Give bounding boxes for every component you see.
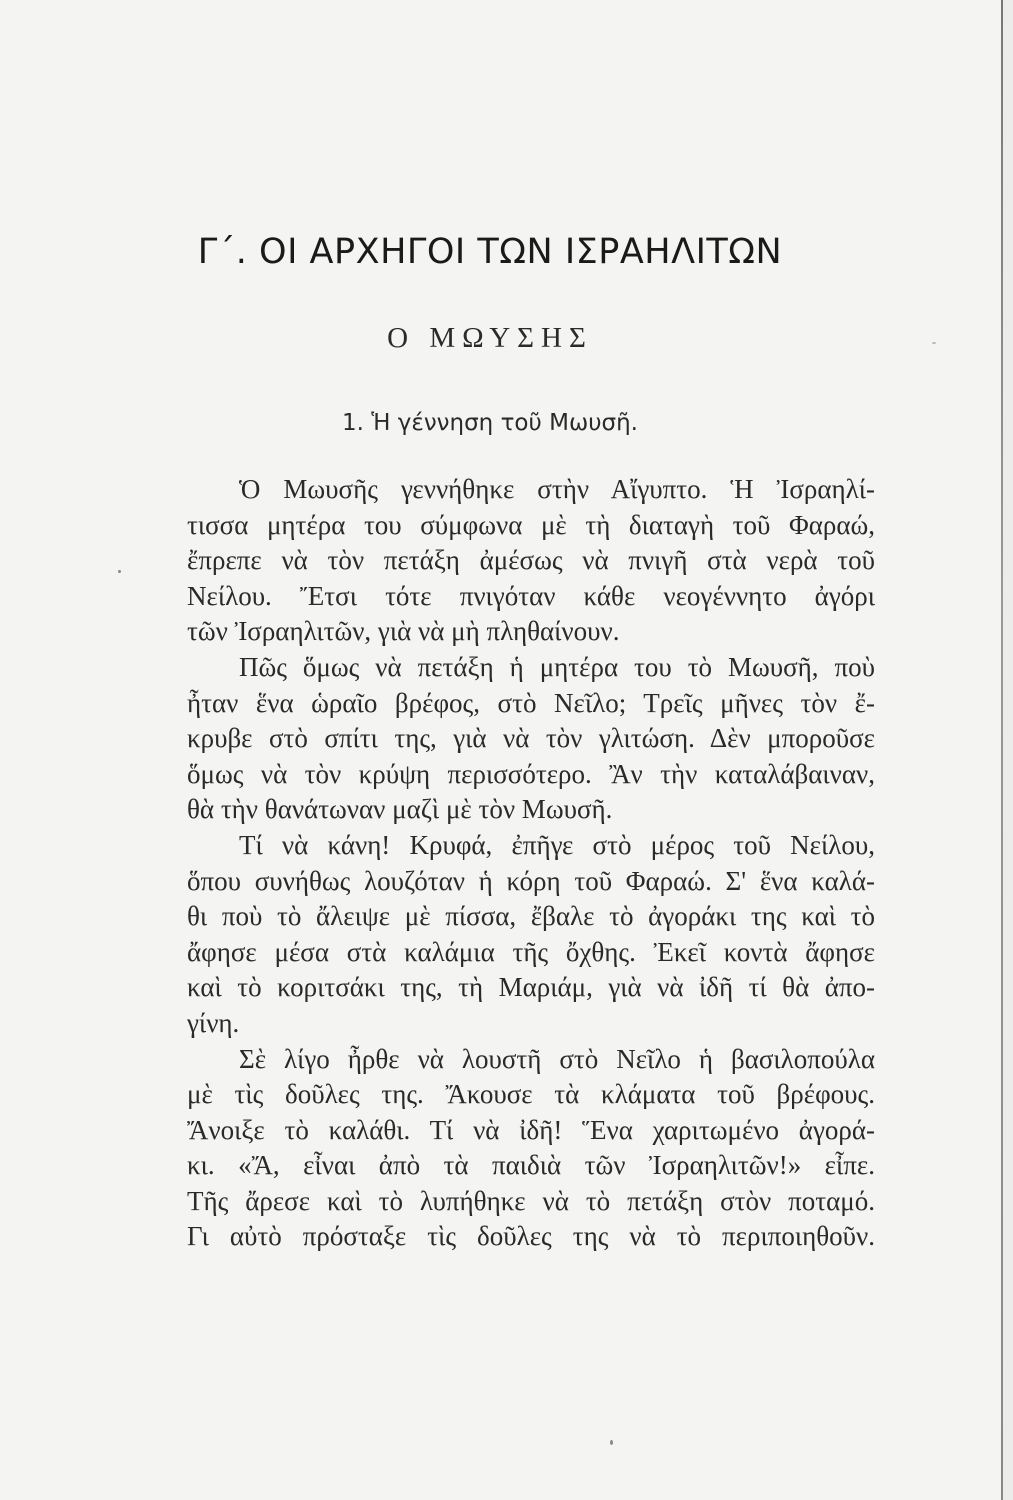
paragraph-4 xyxy=(135,1042,875,1256)
text-line: ὅμως νὰ τὸν κρύψη περισσότερο. Ἂν τὴν καταλάβαιναν, xyxy=(187,758,875,789)
text-line: θι ποὺ τὸ ἄλειψε μὲ πίσσα, ἔβαλε τὸ ἀγοράκι της καὶ τὸ xyxy=(187,901,875,932)
paragraph-2 xyxy=(135,650,875,828)
chapter-title: Γ΄. ΟΙ ΑΡΧΗΓΟΙ ΤΩΝ ΙΣΡΑΗΛΙΤΩΝ xyxy=(197,232,783,272)
paragraph-1 xyxy=(135,472,875,650)
section-title: Ο ΜΩΥΣΗΣ xyxy=(387,322,593,354)
text-line: Πῶς ὅμως νὰ πετάξη ἡ μητέρα του τὸ Μωυσῆ, ποὺ xyxy=(239,651,875,682)
text-line: μὲ τὶς δοῦλες της. Ἄκουσε τὰ κλάματα τοῦ βρέφους. xyxy=(187,1079,875,1110)
text-line: κρυβε στὸ σπίτι της, γιὰ νὰ τὸν γλιτώση. Δὲν μποροῦσε xyxy=(187,723,875,754)
page-margin xyxy=(1003,0,1013,1500)
paper-speck xyxy=(610,1440,613,1445)
text-line: θὰ τὴν θανάτωναν μαζὶ μὲ τὸν Μωυσῆ. xyxy=(187,794,613,825)
text-line: Νείλου. Ἔτσι τότε πνιγόταν κάθε νεογέννητο ἀγόρι xyxy=(187,580,875,611)
body-text xyxy=(135,472,875,1255)
text-line: ἔπρεπε νὰ τὸν πετάξη ἀμέσως νὰ πνιγῆ στὰ νερὰ τοῦ xyxy=(187,545,875,576)
text-line: Σὲ λίγο ἦρθε νὰ λουστῆ στὸ Νεῖλο ἡ βασιλοπούλα xyxy=(239,1043,875,1074)
text-line: τισσα μητέρα του σύμφωνα μὲ τὴ διαταγὴ τοῦ Φαραώ, xyxy=(187,509,875,540)
text-line: Τῆς ἄρεσε καὶ τὸ λυπήθηκε νὰ τὸ πετάξη στὸν ποταμό. xyxy=(187,1185,875,1216)
subsection-title: 1. Ἡ γέννηση τοῦ Μωυσῆ. xyxy=(342,410,638,436)
text-line: γίνη. xyxy=(187,1007,240,1038)
page-edge-line xyxy=(1001,0,1003,1500)
paragraph-3 xyxy=(135,828,875,1042)
paper-speck xyxy=(932,342,936,344)
text-line: ἦταν ἕνα ὡραῖο βρέφος, στὸ Νεῖλο; Τρεῖς μῆνες τὸν ἔ- xyxy=(187,687,875,718)
text-line: ἄφησε μέσα στὰ καλάμια τῆς ὄχθης. Ἐκεῖ κοντὰ ἄφησε xyxy=(187,936,875,967)
text-line: καὶ τὸ κοριτσάκι της, τὴ Μαριάμ, γιὰ νὰ ἰδῆ τί θὰ ἀπο- xyxy=(187,972,875,1003)
text-line: ὅπου συνήθως λουζόταν ἡ κόρη τοῦ Φαραώ. Σ' ἕνα καλά- xyxy=(187,865,875,896)
paper-speck xyxy=(118,570,121,573)
text-line: τῶν Ἰσραηλιτῶν, γιὰ νὰ μὴ πληθαίνουν. xyxy=(187,616,620,647)
text-line: Ὁ Μωυσῆς γεννήθηκε στὴν Αἴγυπτο. Ἡ Ἰσραηλί- xyxy=(239,474,875,504)
text-line: κι. «Ἄ, εἶναι ἀπὸ τὰ παιδιὰ τῶν Ἰσραηλιτῶν!» εἶπε. xyxy=(187,1150,875,1181)
text-line: Τί νὰ κάνη! Κρυφά, ἐπῆγε στὸ μέρος τοῦ Νείλου, xyxy=(239,829,875,860)
text-line: Ἄνοιξε τὸ καλάθι. Τί νὰ ἰδῆ! Ἕνα χαριτωμένο ἀγορά- xyxy=(187,1114,875,1145)
text-line: Γι αὐτὸ πρόσταξε τὶς δοῦλες της νὰ τὸ περιποιηθοῦν. xyxy=(187,1221,875,1252)
